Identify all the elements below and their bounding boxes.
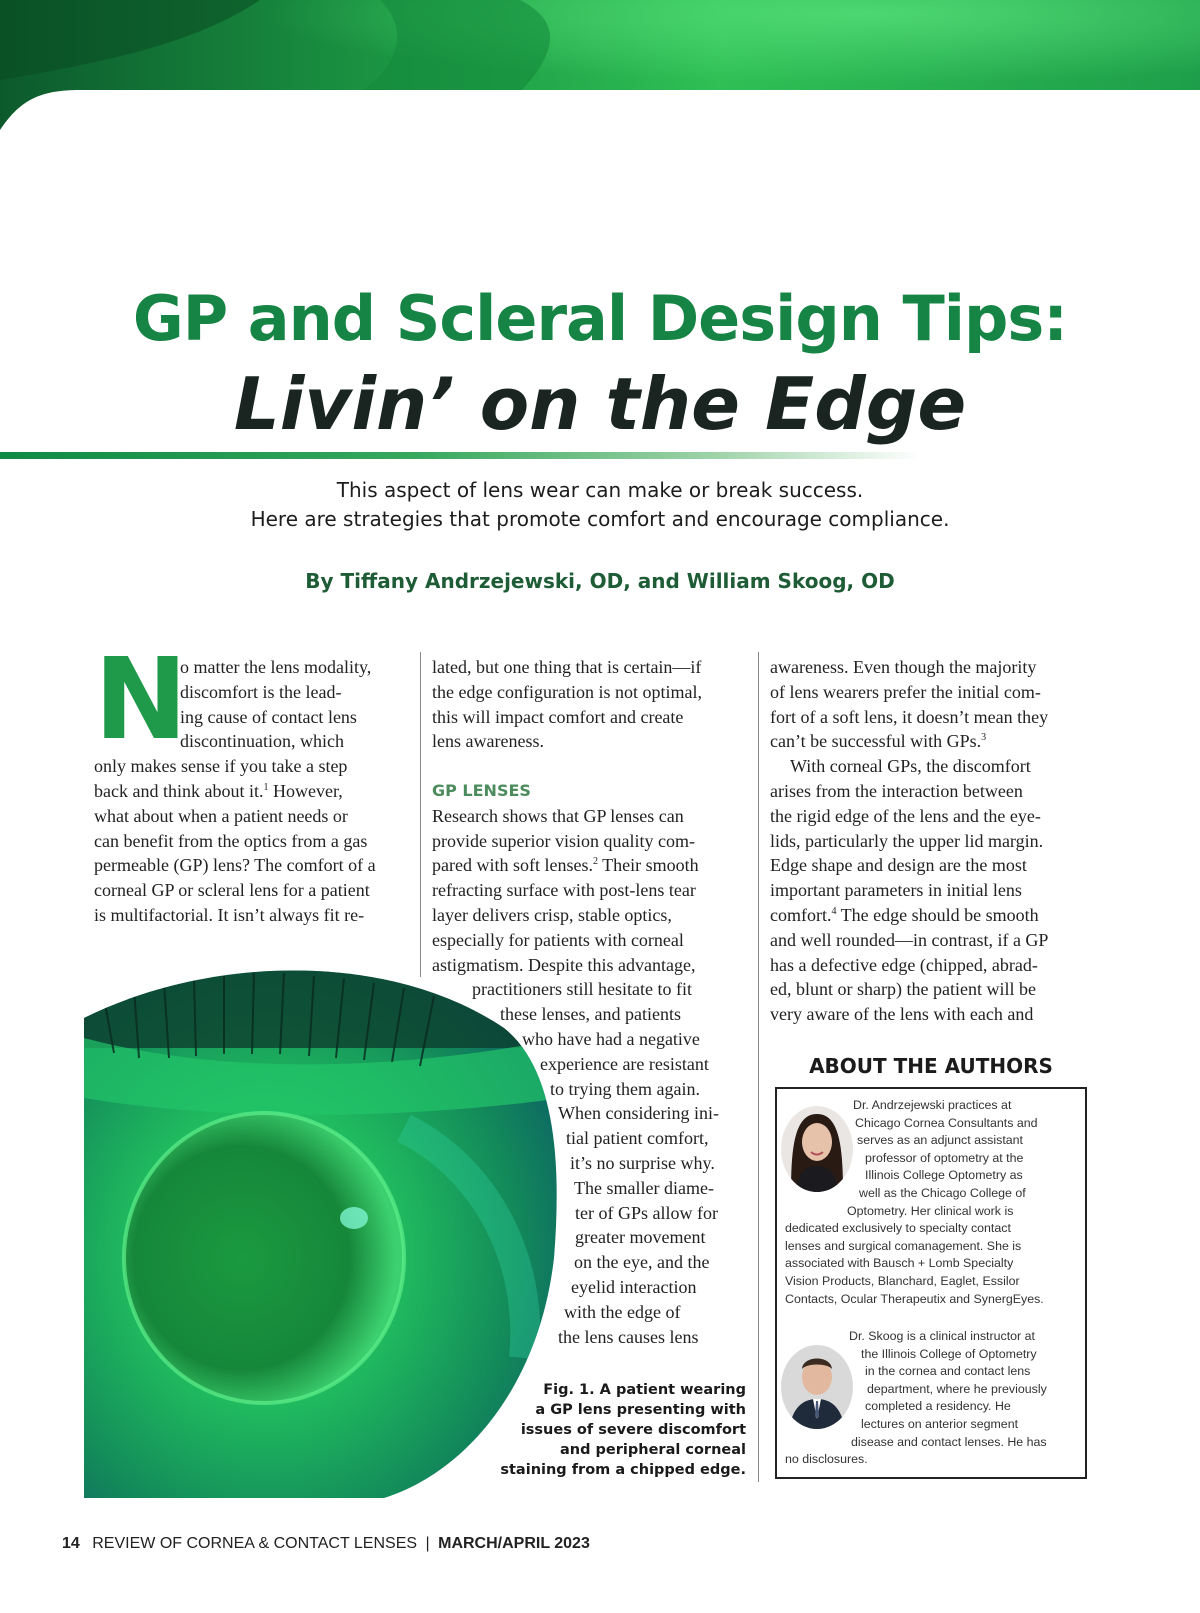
caption-line: and peripheral corneal xyxy=(560,1442,746,1458)
text-line: eyelid interaction xyxy=(571,1276,697,1297)
caption-line: a GP lens presenting with xyxy=(535,1402,746,1418)
text-line xyxy=(94,779,404,804)
bio-line: Chicago Cornea Consultants and xyxy=(855,1115,1038,1130)
text-fragment: back and think about it. xyxy=(94,780,264,801)
text-line: lens awareness. xyxy=(432,731,544,752)
text-line: lated, but one thing that is certain—if xyxy=(432,657,702,677)
article-title: GP and Scleral Design Tips: xyxy=(132,282,1068,355)
text-line: arises from the interaction between xyxy=(770,780,1023,801)
text-fragment: pared with soft lenses. xyxy=(432,855,593,876)
text-line: Research shows that GP lenses can xyxy=(432,805,684,826)
text-line: it’s no surprise why. xyxy=(570,1152,715,1173)
caption-line: staining from a chipped edge. xyxy=(500,1462,746,1478)
text-line: the edge configuration is not optimal, xyxy=(432,681,702,702)
caption-line: Fig. 1. A patient wearing xyxy=(543,1382,746,1398)
body-column-1 xyxy=(94,655,404,928)
text-line: corneal GP or scleral lens for a patient xyxy=(94,880,370,901)
text-line: ed, blunt or sharp) the patient will be xyxy=(770,979,1036,1000)
text-line: discomfort is the lead- xyxy=(180,681,342,702)
text-fragment: Their smooth xyxy=(597,855,699,876)
footnote-ref: 2 xyxy=(592,856,598,868)
text-line: permeable (GP) lens? The comfort of a xyxy=(94,855,376,876)
text-line: Edge shape and design are the most xyxy=(770,855,1027,876)
bio-line: dedicated exclusively to specialty contact xyxy=(785,1221,1011,1236)
text-fragment: can’t be successful with GPs. xyxy=(770,731,982,752)
body-column-2 xyxy=(432,655,742,1349)
text-line: these lenses, and patients xyxy=(500,1004,681,1025)
text-line: has a defective edge (chipped, abrad- xyxy=(770,954,1038,975)
text-line: greater movement xyxy=(575,1227,706,1248)
text-line: refracting surface with post-lens tear xyxy=(432,880,696,901)
footnote-ref: 1 xyxy=(263,781,269,793)
bio-line: professor of optometry at the xyxy=(865,1150,1024,1165)
deck-line-1: This aspect of lens wear can make or break success. xyxy=(336,478,864,502)
text-line: especially for patients with corneal xyxy=(432,929,684,950)
column-divider xyxy=(420,652,421,977)
bio-line: disease and contact lenses. He has xyxy=(851,1434,1047,1449)
text-line: who have had a negative xyxy=(522,1028,700,1049)
text-line: is multifactorial. It isn’t always fit re- xyxy=(94,904,365,925)
author-bio-skoog xyxy=(785,1328,1085,1469)
publication-name: REVIEW OF CORNEA & CONTACT LENSES xyxy=(92,1535,418,1552)
page-number: 14 xyxy=(62,1535,80,1552)
bio-line: well as the Chicago College of xyxy=(859,1185,1026,1200)
text-line: lids, particularly the upper lid margin. xyxy=(770,830,1044,851)
bio-line: Vision Products, Blanchard, Eaglet, Essilor xyxy=(785,1273,1020,1288)
text-line: can benefit from the optics from a gas xyxy=(94,830,368,851)
footnote-ref: 3 xyxy=(981,732,987,744)
drop-cap: N xyxy=(94,635,188,765)
bio-line: Dr. Andrzejewski practices at xyxy=(853,1098,1012,1112)
text-line: very aware of the lens with each and xyxy=(770,1004,1034,1025)
text-line: When considering ini- xyxy=(558,1103,719,1124)
text-line: of lens wearers prefer the initial com- xyxy=(770,681,1041,702)
text-line: experience are resistant xyxy=(540,1053,709,1074)
spacer xyxy=(432,754,742,779)
text-fragment: However, xyxy=(268,780,343,801)
text-line: ing cause of contact lens xyxy=(180,706,357,727)
body-column-3 xyxy=(770,655,1090,1027)
text-line: to trying them again. xyxy=(550,1078,700,1099)
bio-line: completed a residency. He xyxy=(865,1399,1011,1414)
byline: By Tiffany Andrzejewski, OD, and William Skoog, OD xyxy=(305,569,895,593)
author-bio-andrzejewski xyxy=(785,1097,1085,1308)
section-heading: GP LENSES xyxy=(432,780,531,800)
text-line: what about when a patient needs or xyxy=(94,805,348,826)
title-rule xyxy=(0,452,920,459)
text-line: the lens causes lens xyxy=(558,1326,699,1347)
bio-line: no disclosures. xyxy=(785,1452,868,1467)
text-line: the rigid edge of the lens and the eye- xyxy=(770,805,1041,826)
text-line xyxy=(432,853,742,878)
page-footer xyxy=(62,1535,590,1553)
bio-line: serves as an adjunct assistant xyxy=(857,1133,1023,1148)
header-banner-image xyxy=(0,0,1200,140)
bio-line: department, where he previously xyxy=(867,1381,1047,1396)
about-authors-heading: ABOUT THE AUTHORS xyxy=(809,1054,1053,1078)
text-fragment: comfort. xyxy=(770,904,832,925)
text-line: practitioners still hesitate to fit xyxy=(472,979,692,1000)
text-line: The smaller diame- xyxy=(574,1177,714,1198)
footnote-ref: 4 xyxy=(831,905,837,917)
caption-line: issues of severe discomfort xyxy=(520,1422,746,1438)
text-line: important parameters in initial lens xyxy=(770,880,1022,901)
bio-line: the Illinois College of Optometry xyxy=(861,1346,1037,1361)
bio-line: in the cornea and contact lens xyxy=(865,1364,1031,1379)
article-title-subtitle: Livin’ on the Edge xyxy=(233,362,967,446)
figure-caption xyxy=(470,1380,746,1480)
text-line: ter of GPs allow for xyxy=(575,1202,718,1223)
bio-line: Optometry. Her clinical work is xyxy=(847,1203,1014,1218)
text-line xyxy=(770,903,1090,928)
text-line: astigmatism. Despite this advantage, xyxy=(432,954,696,975)
text-line: awareness. Even though the majority xyxy=(770,657,1037,677)
bio-line: Illinois College Optometry as xyxy=(865,1168,1023,1183)
issue-date: MARCH/APRIL 2023 xyxy=(438,1535,590,1552)
text-line: with the edge of xyxy=(564,1301,681,1322)
bio-line: lectures on anterior segment xyxy=(861,1416,1019,1431)
bio-line: Contacts, Ocular Therapeutix and SynergEyes. xyxy=(785,1291,1044,1306)
text-line: o matter the lens modality, xyxy=(180,657,372,677)
text-line: discontinuation, which xyxy=(180,731,344,752)
text-fragment: The edge should be smooth xyxy=(836,904,1039,925)
text-line: provide superior vision quality com- xyxy=(432,830,695,851)
text-line: and well rounded—in contrast, if a GP xyxy=(770,929,1049,950)
text-line: layer delivers crisp, stable optics, xyxy=(432,904,672,925)
text-line: only makes sense if you take a step xyxy=(94,756,348,777)
text-line: this will impact comfort and create xyxy=(432,706,684,727)
text-line: fort of a soft lens, it doesn’t mean they xyxy=(770,706,1049,727)
text-line: tial patient comfort, xyxy=(566,1128,709,1149)
deck-line-2: Here are strategies that promote comfort and encourage compliance. xyxy=(250,507,950,531)
text-line: With corneal GPs, the discomfort xyxy=(790,756,1031,777)
text-line xyxy=(770,729,1090,754)
text-line: on the eye, and the xyxy=(574,1252,710,1273)
bio-line: lenses and surgical comanagement. She is xyxy=(785,1238,1022,1253)
bio-line: associated with Bausch + Lomb Specialty xyxy=(785,1256,1014,1271)
footer-separator: | xyxy=(425,1535,430,1552)
bio-line: Dr. Skoog is a clinical instructor at xyxy=(849,1329,1035,1343)
column-divider xyxy=(758,652,759,1482)
